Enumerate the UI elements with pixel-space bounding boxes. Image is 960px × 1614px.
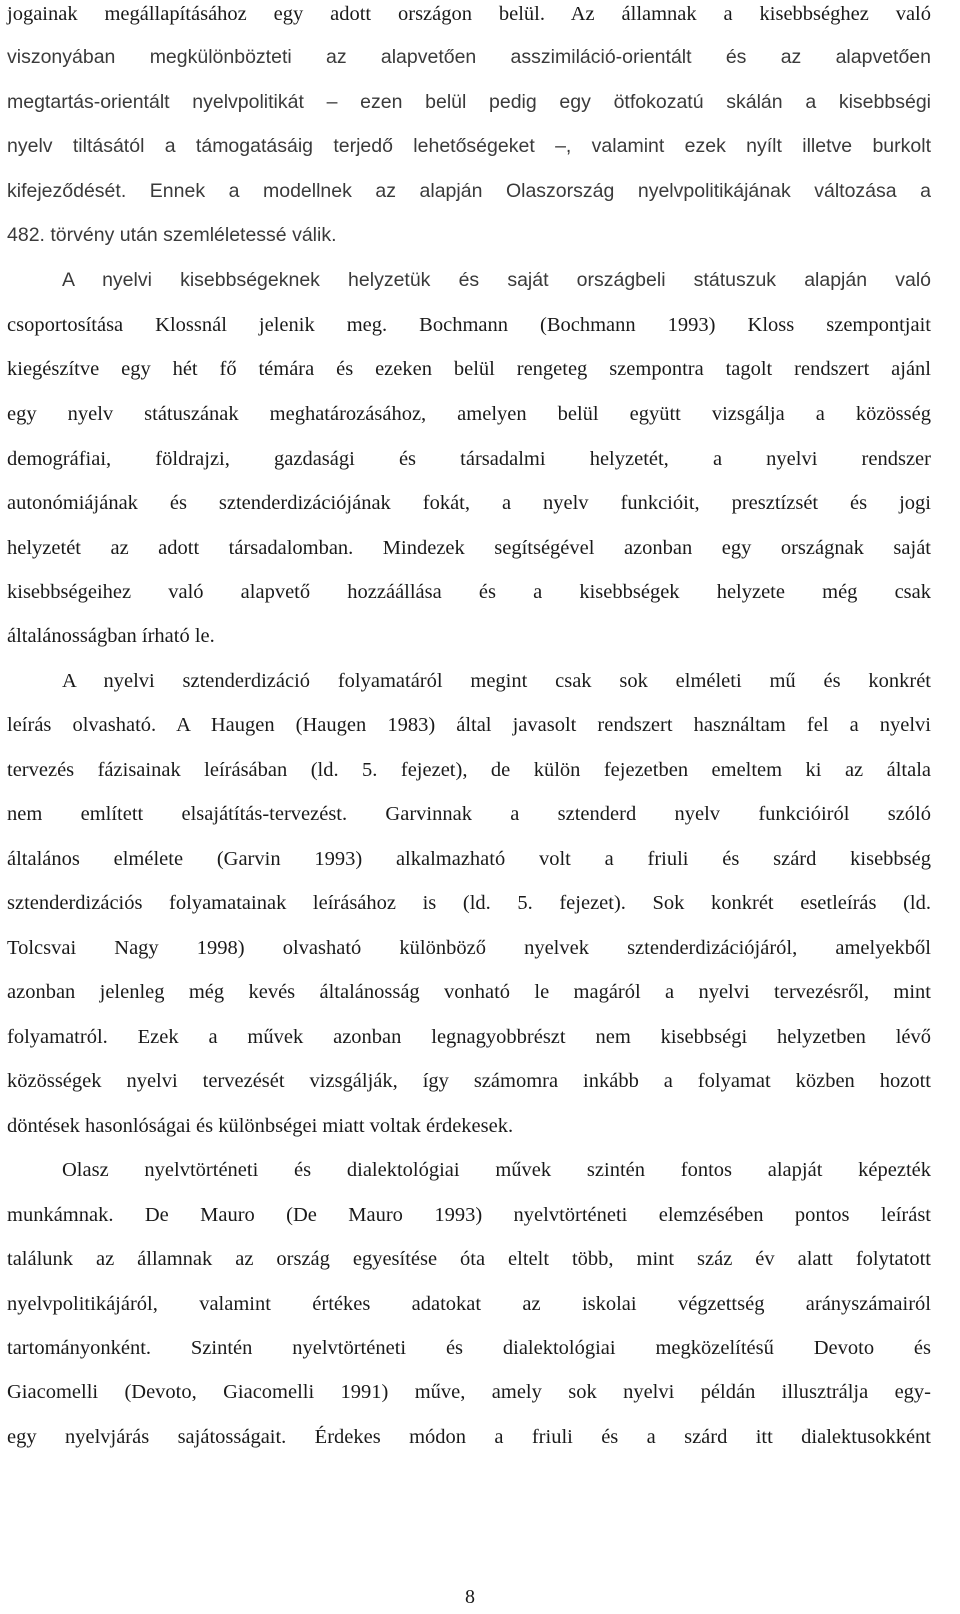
text-line: [7, 48, 931, 68]
text-line: [7, 226, 337, 246]
text-line: [7, 1071, 931, 1092]
text-line: [62, 671, 931, 692]
text-line: [7, 804, 931, 825]
text-line: [7, 1427, 931, 1448]
text-span: tartományonként. Szintén nyelvtörténeti és dialektológiai megközelítésű Devoto és: [7, 1337, 931, 1359]
text-span: munkámnak. De Mauro (De Mauro 1993) nyelvtörténeti elemzésében pontos leírást: [7, 1204, 931, 1226]
text-line: [7, 4, 931, 25]
text-span: jogainak megállapításához egy adott országon belül. Az államnak a kisebbséghez való: [7, 3, 931, 25]
text-line: [7, 1116, 513, 1137]
text-span: demográfiai, földrajzi, gazdasági és társadalmi helyzetét, a nyelvi rendszer: [7, 448, 931, 470]
text-line: [7, 449, 931, 470]
text-line: [7, 359, 931, 380]
text-line: [7, 1338, 931, 1359]
text-span: kisebbségeihez való alapvető hozzáállása és a kisebbségek helyzete még csak: [7, 581, 931, 603]
text-line: [7, 982, 931, 1003]
text-span: tervezés fázisainak leírásában (ld. 5. fejezet), de külön fejezetben emeltem ki az általa: [7, 759, 931, 781]
text-span: viszonyában megkülönbözteti az alapvetően asszimiláció-orientált és az alapvetően: [7, 46, 931, 68]
text-span: nyelv tiltásától a támogatásáig terjedő lehetőségeket –, valamint ezek nyílt illetve burkolt: [7, 135, 931, 157]
text-span: folyamatról. Ezek a művek azonban legnagyobbrészt nem kisebbségi helyzetben lévő: [7, 1026, 931, 1048]
text-span: A nyelvi sztenderdizáció folyamatáról megint csak sok elméleti mű és konkrét: [62, 670, 931, 692]
text-span: találunk az államnak az ország egyesítése óta eltelt több, mint száz év alatt folytatott: [7, 1248, 931, 1270]
text-line: [7, 893, 931, 914]
text-span: nyelvpolitikájáról, valamint értékes adatokat az iskolai végzettség arányszámairól: [7, 1293, 931, 1315]
text-span: Olasz nyelvtörténeti és dialektológiai művek szintén fontos alapját képezték: [62, 1159, 931, 1181]
text-line: [7, 849, 931, 870]
text-span: egy nyelv státuszának meghatározásához, amelyen belül együtt vizsgálja a közösség: [7, 403, 931, 425]
text-line: [7, 137, 931, 157]
text-span: A nyelvi kisebbségeknek helyzetük és saját országbeli státuszuk alapján való: [62, 269, 931, 291]
text-span: sztenderdizációs folyamatainak leírásához is (ld. 5. fejezet). Sok konkrét esetleírás (ld.: [7, 892, 931, 914]
text-line: [7, 1027, 931, 1048]
text-span: autonómiájának és sztenderdizációjának fokát, a nyelv funkcióit, presztízsét és jogi: [7, 492, 931, 514]
text-line: [7, 715, 931, 736]
text-span: leírás olvasható. A Haugen (Haugen 1983) által javasolt rendszert használtam fel a nyelvi: [7, 714, 931, 736]
text-span: egy nyelvjárás sajátosságait. Érdekes módon a friuli és a szárd itt dialektusokként: [7, 1426, 931, 1448]
text-span: általános elmélete (Garvin 1993) alkalmazható volt a friuli és szárd kisebbség: [7, 848, 931, 870]
text-line: [62, 271, 931, 291]
text-line: [7, 493, 931, 514]
text-span: Giacomelli (Devoto, Giacomelli 1991) műve, amely sok nyelvi példán illusztrálja egy-: [7, 1381, 931, 1403]
text-span: döntések hasonlóságai és különbségei miatt voltak érdekesek.: [7, 1115, 514, 1137]
text-line: [62, 1160, 931, 1181]
text-line: [7, 538, 931, 559]
text-line: [7, 1205, 931, 1226]
text-line: [7, 93, 931, 113]
text-line: [7, 582, 931, 603]
page-number: 8: [465, 1586, 475, 1608]
text-line: [7, 626, 215, 647]
text-line: [7, 404, 931, 425]
text-span: kiegészítve egy hét fő témára és ezeken belül rengeteg szempontra tagolt rendszert ajánl: [7, 358, 931, 380]
text-line: [7, 938, 931, 959]
text-line: [7, 315, 931, 336]
text-span: csoportosítása Klossnál jelenik meg. Bochmann (Bochmann 1993) Kloss szempontjait: [7, 314, 931, 336]
text-line: [7, 1249, 931, 1270]
text-span: 482. törvény után szemléletessé válik.: [7, 224, 337, 246]
text-span: nem említett elsajátítás-tervezést. Garvinnak a sztenderd nyelv funkcióiról szóló: [7, 803, 931, 825]
text-span: megtartás-orientált nyelvpolitikát – ezen belül pedig egy ötfokozatú skálán a kisebbségi: [7, 91, 931, 113]
text-line: [7, 182, 931, 202]
text-span: kifejeződését. Ennek a modellnek az alapján Olaszország nyelvpolitikájának változása a: [7, 180, 931, 202]
text-line: [7, 1382, 931, 1403]
text-span: közösségek nyelvi tervezését vizsgálják, így számomra inkább a folyamat közben hozott: [7, 1070, 931, 1092]
text-span: általánosságban írható le.: [7, 625, 215, 647]
text-line: [7, 1294, 931, 1315]
text-line: [7, 760, 931, 781]
text-span: azonban jelenleg még kevés általánosság vonható le magáról a nyelvi tervezésről, mint: [7, 981, 931, 1003]
text-span: helyzetét az adott társadalomban. Mindezek segítségével azonban egy országnak saját: [7, 537, 931, 559]
text-span: Tolcsvai Nagy 1998) olvasható különböző nyelvek sztenderdizációjáról, amelyekből: [7, 937, 931, 959]
